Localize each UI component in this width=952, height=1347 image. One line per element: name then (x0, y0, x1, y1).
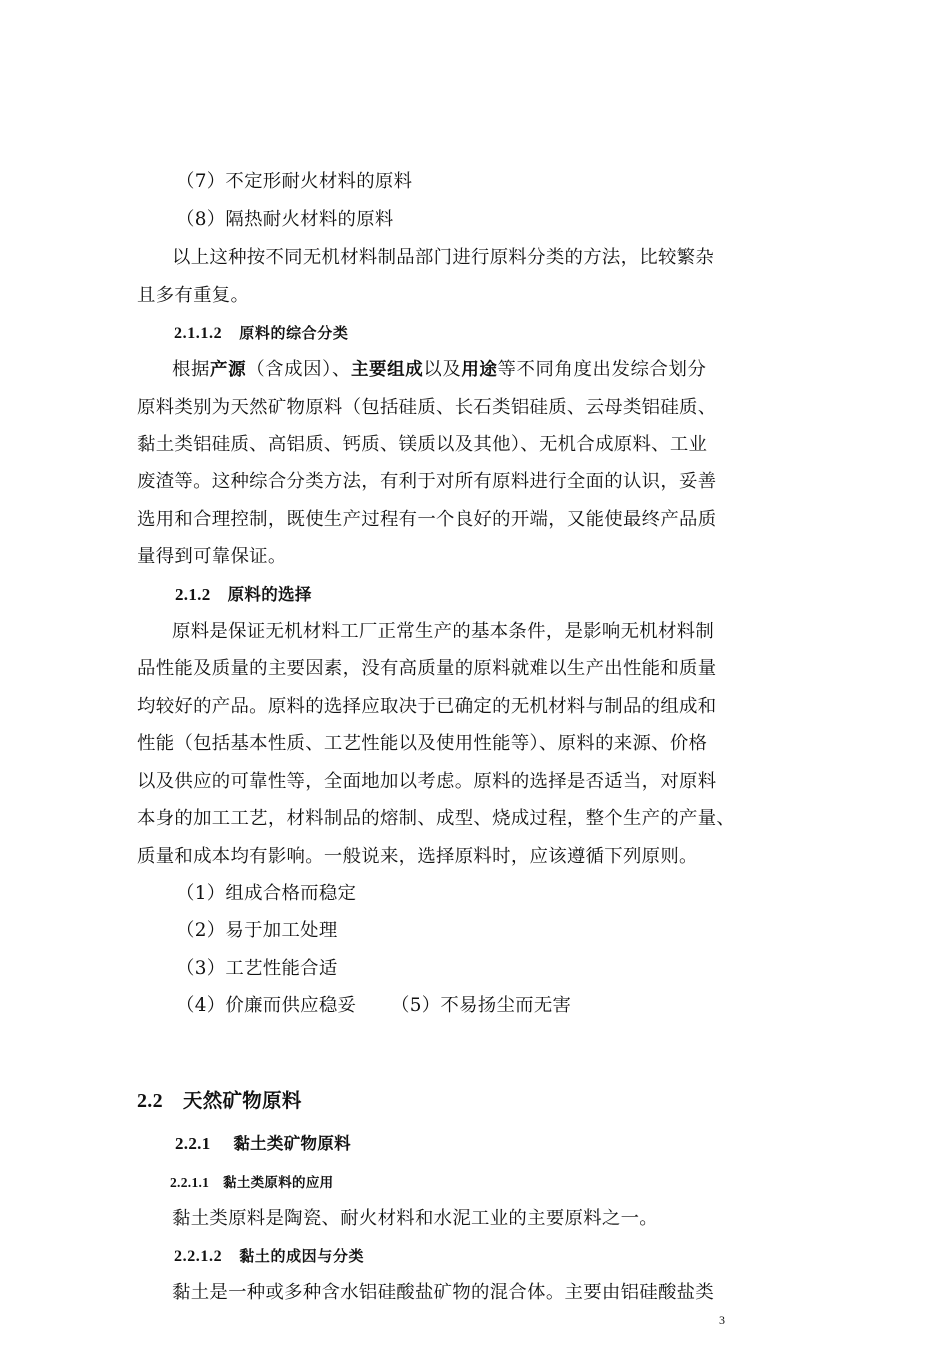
paragraph-line: 黏土是一种或多种含水铝硅酸盐矿物的混合体。主要由铝硅酸盐类 (172, 1282, 715, 1303)
section-number: 2.1.1.2 (174, 325, 223, 342)
emphasis: 用途 (461, 360, 498, 380)
paragraph-line: 根据产源（含成因）、主要组成以及用途等不同角度出发综合划分 (172, 359, 707, 380)
paragraph-line: 且多有重复。 (137, 285, 250, 306)
paragraph-line: 黏土类原料是陶瓷、耐火材料和水泥工业的主要原料之一。 (172, 1208, 658, 1229)
list-item: （2）易于加工处理 (176, 920, 338, 941)
paragraph-line: 选用和合理控制，既使生产过程有一个良好的开端，又能使最终产品质 (137, 509, 717, 530)
section-heading-2-2-1 (175, 1133, 351, 1155)
list-item: （1）组成合格而稳定 (176, 883, 357, 904)
emphasis: 主要组成 (350, 360, 424, 380)
list-item: （4）价廉而供应稳妥 (176, 995, 357, 1016)
section-heading-2-2-1-2 (174, 1245, 364, 1268)
section-title: 原料的选择 (227, 585, 312, 604)
list-item: （5）不易扬尘而无害 (391, 995, 572, 1016)
section-heading-2-2-1-1 (170, 1172, 333, 1194)
paragraph-line: 原料类别为天然矿物原料（包括硅质、长石类铝硅质、云母类铝硅质、 (137, 397, 717, 418)
paragraph-line: 品性能及质量的主要因素，没有高质量的原料就难以生产出性能和质量 (137, 658, 717, 679)
paragraph-line: 质量和成本均有影响。一般说来，选择原料时，应该遵循下列原则。 (137, 846, 698, 867)
list-item: （3）工艺性能合适 (176, 958, 338, 979)
section-number: 2.2.1.2 (174, 1248, 223, 1265)
paragraph-line: 以及供应的可靠性等，全面地加以考虑。原料的选择是否适当，对原料 (137, 771, 717, 792)
paragraph-line: 均较好的产品。原料的选择应取决于已确定的无机材料与制品的组成和 (137, 696, 717, 717)
section-number: 2.1.2 (175, 585, 211, 604)
section-title: 黏土类矿物原料 (233, 1134, 351, 1153)
section-number: 2.2 (137, 1090, 163, 1112)
section-title: 原料的综合分类 (239, 324, 349, 342)
paragraph-line: 以上这种按不同无机材料制品部门进行原料分类的方法，比较繁杂 (172, 247, 715, 268)
paragraph-line: 废渣等。这种综合分类方法，有利于对所有原料进行全面的认识，妥善 (137, 471, 717, 492)
section-title: 黏土的成因与分类 (239, 1247, 365, 1265)
paragraph-line: 量得到可靠保证。 (137, 546, 287, 567)
section-number: 2.2.1 (175, 1134, 211, 1153)
emphasis: 产源 (209, 360, 247, 380)
paragraph-line: 黏土类铝硅质、高铝质、钙质、镁质以及其他）、无机合成原料、工业 (137, 434, 708, 455)
section-number: 2.2.1.1 (170, 1175, 210, 1190)
paragraph-line: 本身的加工工艺，材料制品的熔制、成型、烧成过程，整个生产的产量、 (137, 808, 736, 829)
list-item: （8）隔热耐火材料的原料 (176, 209, 394, 230)
section-heading-2-2 (137, 1089, 302, 1112)
paragraph-line: 性能（包括基本性质、工艺性能以及使用性能等）、原料的来源、价格 (137, 733, 708, 754)
section-heading-2-1-1-2 (174, 322, 348, 345)
section-title: 天然矿物原料 (182, 1089, 302, 1112)
section-heading-2-1-2 (175, 584, 312, 606)
section-title: 黏土类原料的应用 (223, 1175, 334, 1191)
paragraph-line: 原料是保证无机材料工厂正常生产的基本条件，是影响无机材料制 (172, 621, 715, 642)
page-number: 3 (719, 1313, 725, 1327)
list-item: （7）不定形耐火材料的原料 (176, 171, 413, 192)
